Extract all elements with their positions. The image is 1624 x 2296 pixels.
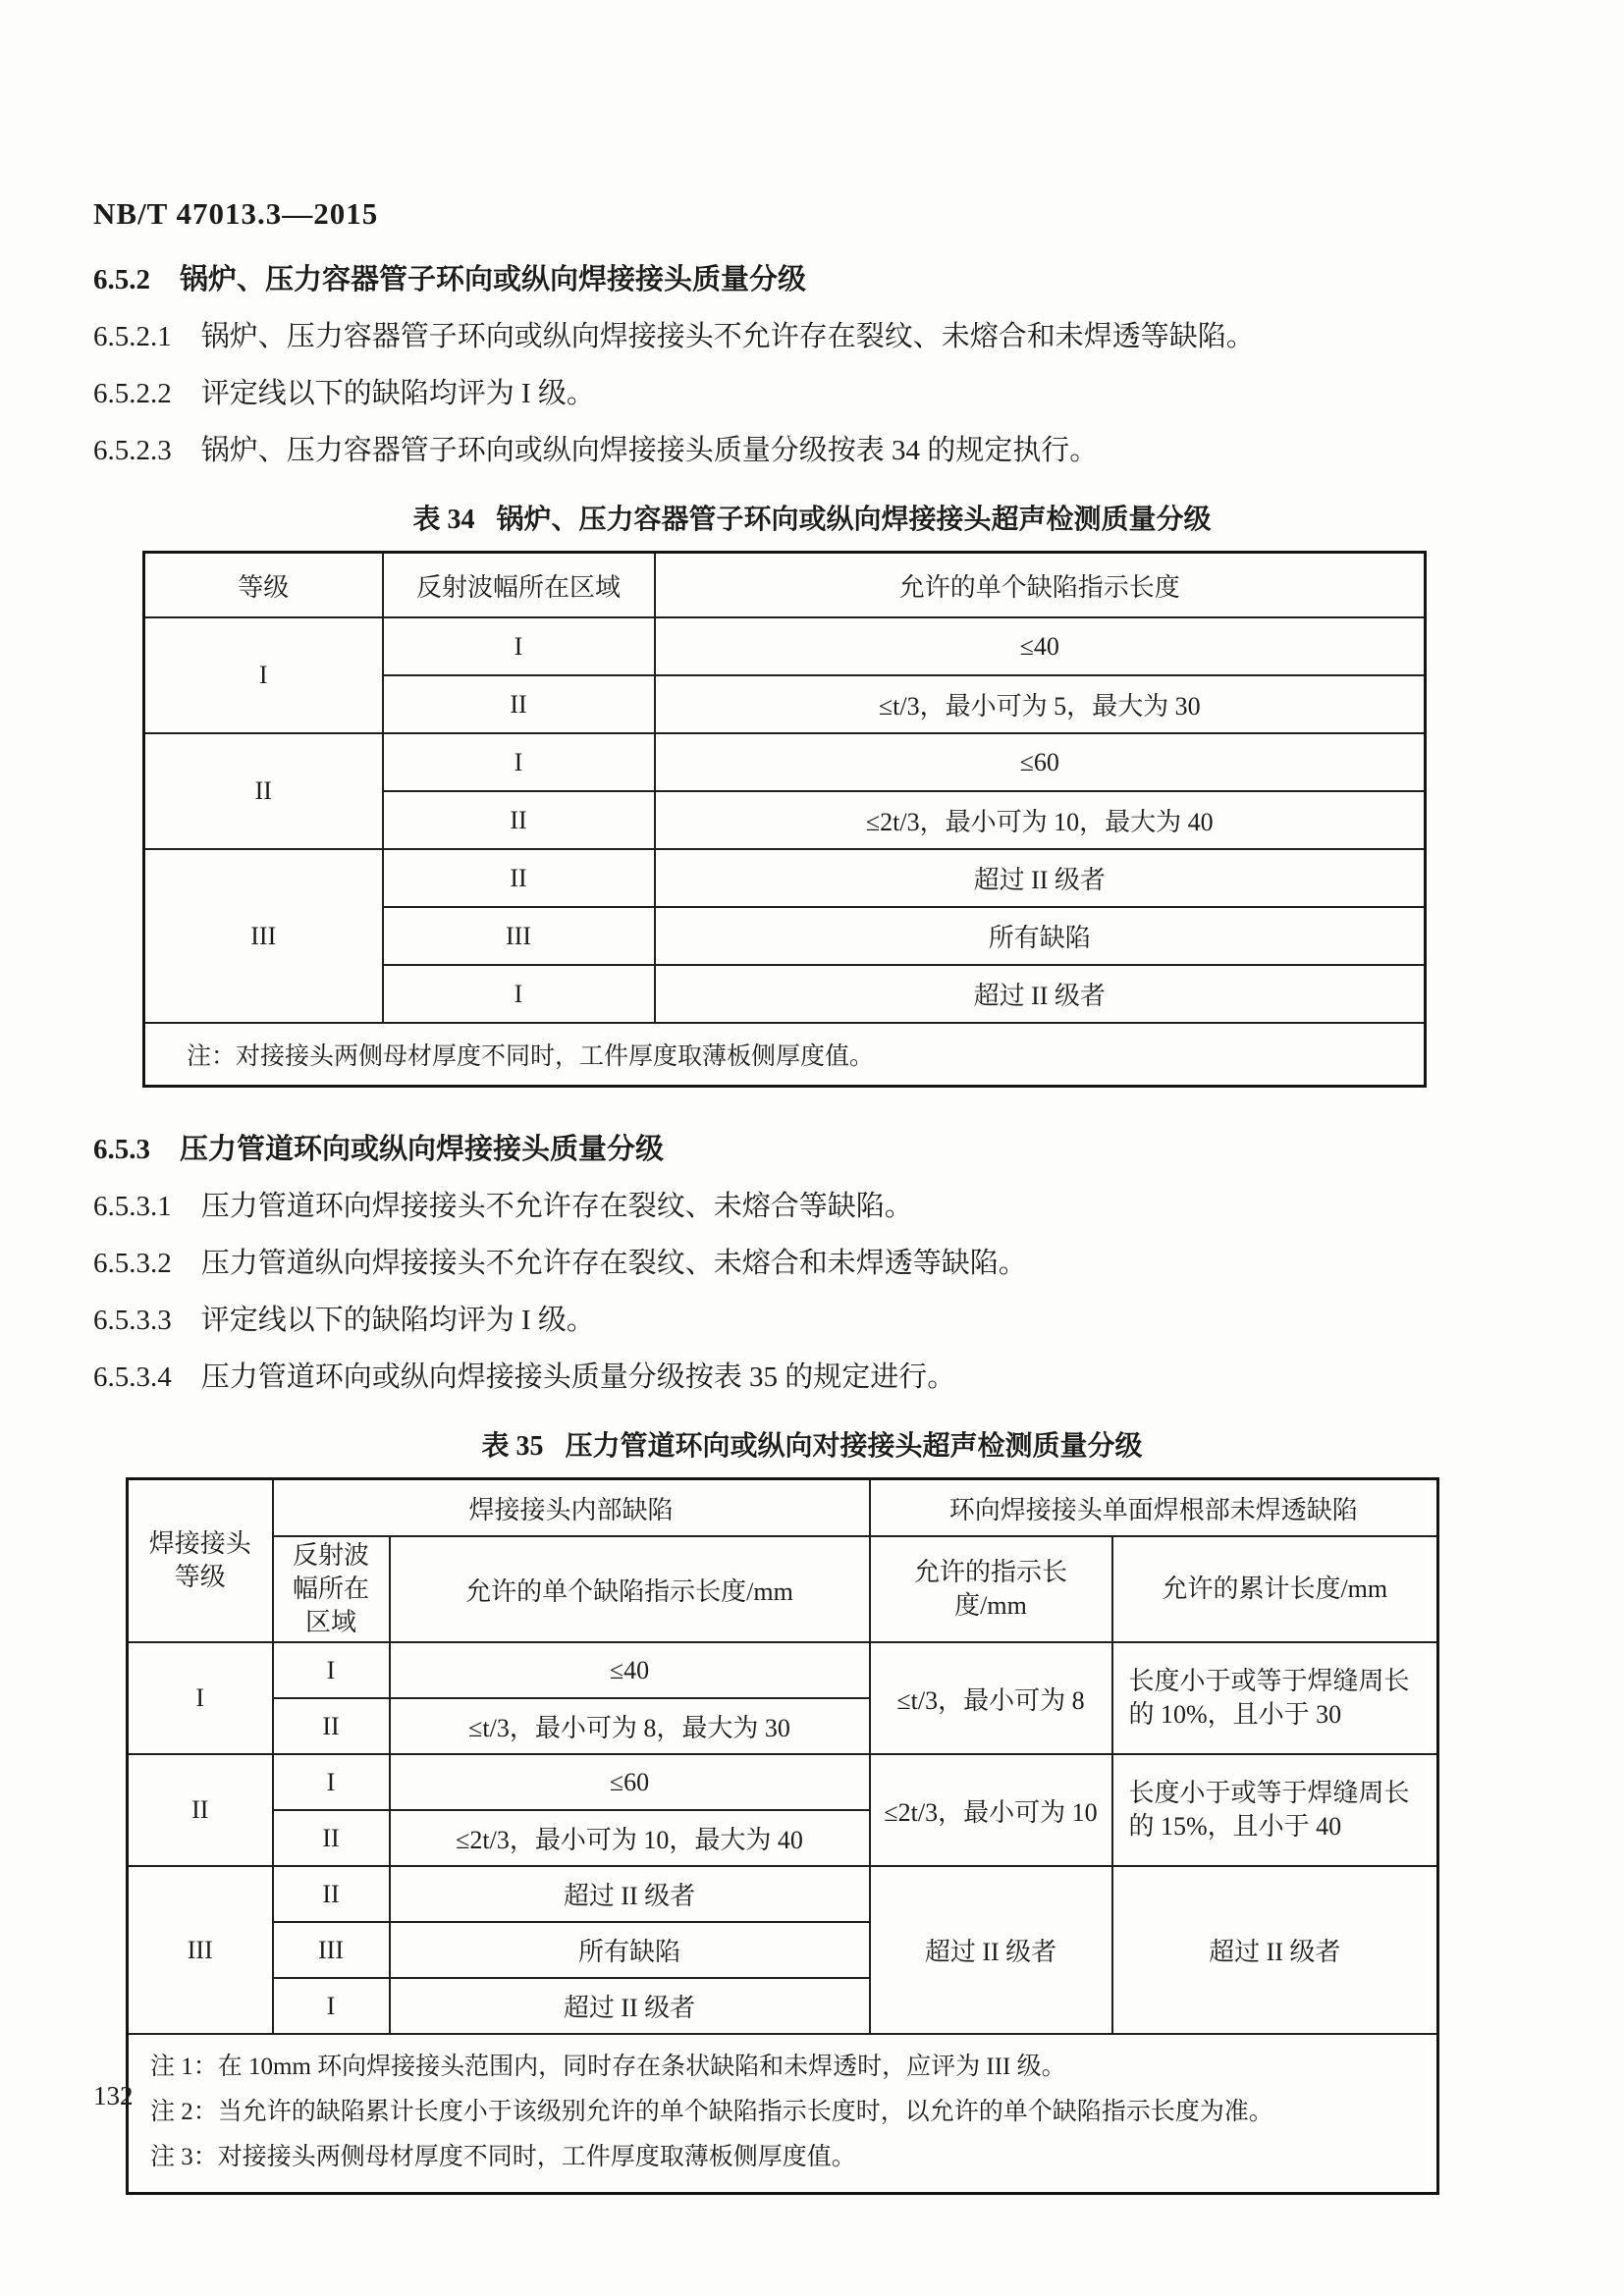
zone-cell: II bbox=[383, 849, 655, 907]
table-34-caption-title: 锅炉、压力容器管子环向或纵向焊接接头超声检测质量分级 bbox=[496, 505, 1212, 535]
indicated-length-cell: ≤t/3，最小可为 8 bbox=[870, 1642, 1112, 1754]
length-cell: ≤60 bbox=[655, 733, 1426, 791]
clause-6-5-3-2 bbox=[93, 1241, 1531, 1281]
column-header-single-length: 允许的单个缺陷指示长度/mm bbox=[390, 1536, 870, 1642]
grade-cell: III bbox=[128, 1866, 273, 2034]
cumulative-length-cell: 长度小于或等于焊缝周长的 10%，且小于 30 bbox=[1112, 1642, 1438, 1754]
clause-number: 6.5.3.2 bbox=[93, 1248, 172, 1279]
clause-number: 6.5.2.2 bbox=[93, 378, 172, 409]
table-row bbox=[128, 1642, 1438, 1698]
clause-6-5-2-3 bbox=[93, 428, 1531, 468]
grade-cell: II bbox=[128, 1754, 273, 1866]
zone-cell: II bbox=[383, 791, 655, 849]
clause-6-5-3-4 bbox=[93, 1355, 1531, 1395]
page-number: 132 bbox=[93, 2081, 134, 2110]
column-group-root-incomplete-penetration: 环向焊接接头单面焊根部未焊透缺陷 bbox=[870, 1479, 1438, 1537]
clause-number: 6.5.2 bbox=[93, 264, 150, 295]
table-notes-row bbox=[128, 2034, 1438, 2194]
table-row bbox=[144, 617, 1426, 675]
clause-text: 评定线以下的缺陷均评为 I 级。 bbox=[200, 1305, 595, 1336]
column-header-indicated-length: 允许的指示长度/mm bbox=[870, 1536, 1112, 1642]
zone-cell: I bbox=[383, 733, 655, 791]
table-34-header-row bbox=[144, 553, 1426, 618]
zone-cell: I bbox=[383, 965, 655, 1023]
length-cell: 超过 II 级者 bbox=[390, 1978, 870, 2034]
column-header-zone: 反射波幅所在区域 bbox=[383, 553, 655, 618]
table-35 bbox=[126, 1477, 1439, 2195]
column-header-length: 允许的单个缺陷指示长度 bbox=[655, 553, 1426, 618]
indicated-length-cell: ≤2t/3，最小可为 10 bbox=[870, 1754, 1112, 1866]
clause-6-5-2-2 bbox=[93, 371, 1531, 411]
clause-6-5-2-1 bbox=[93, 314, 1531, 354]
clause-number: 6.5.3.4 bbox=[93, 1362, 172, 1393]
clause-6-5-3-3 bbox=[93, 1298, 1531, 1338]
table-35-note-1: 注 1：在 10mm 环向焊接接头范围内，同时存在条状缺陷和未焊透时，应评为 III 级。 bbox=[150, 2054, 1066, 2080]
table-35-note-3: 注 3：对接接头两侧母材厚度不同时，工件厚度取薄板侧厚度值。 bbox=[150, 2144, 856, 2170]
column-header-joint-grade: 焊接接头等级 bbox=[128, 1479, 273, 1643]
grade-cell: I bbox=[144, 617, 383, 733]
length-cell: ≤t/3，最小可为 5，最大为 30 bbox=[655, 675, 1426, 733]
zone-cell: II bbox=[383, 675, 655, 733]
table-35-header-row-1 bbox=[128, 1479, 1438, 1537]
table-35-note-2: 注 2：当允许的缺陷累计长度小于该级别允许的单个缺陷指示长度时，以允许的单个缺陷指示长度为准。 bbox=[150, 2099, 1273, 2125]
zone-cell: I bbox=[273, 1754, 390, 1810]
table-row bbox=[144, 733, 1426, 791]
clause-number: 6.5.2.3 bbox=[93, 435, 172, 466]
length-cell: ≤2t/3，最小可为 10，最大为 40 bbox=[655, 791, 1426, 849]
length-cell: ≤2t/3，最小可为 10，最大为 40 bbox=[390, 1810, 870, 1866]
cumulative-length-cell: 长度小于或等于焊缝周长的 15%，且小于 40 bbox=[1112, 1754, 1438, 1866]
clause-number: 6.5.2.1 bbox=[93, 321, 172, 352]
clause-number: 6.5.3.3 bbox=[93, 1305, 172, 1336]
standard-number: NB/T 47013.3—2015 bbox=[93, 196, 379, 231]
clause-text: 锅炉、压力容器管子环向或纵向焊接接头不允许存在裂纹、未熔合和未焊透等缺陷。 bbox=[200, 321, 1255, 352]
length-cell: 所有缺陷 bbox=[655, 907, 1426, 965]
zone-cell: I bbox=[273, 1642, 390, 1698]
length-cell: 超过 II 级者 bbox=[655, 965, 1426, 1023]
zone-cell: III bbox=[383, 907, 655, 965]
clause-6-5-3 bbox=[93, 1127, 1531, 1167]
column-header-grade: 等级 bbox=[144, 553, 383, 618]
table-34-caption bbox=[93, 498, 1531, 537]
clause-6-5-2 bbox=[93, 257, 1531, 297]
clause-6-5-3-1 bbox=[93, 1184, 1531, 1224]
clause-text: 压力管道环向焊接接头不允许存在裂纹、未熔合等缺陷。 bbox=[200, 1191, 913, 1222]
zone-cell: I bbox=[383, 617, 655, 675]
zone-cell: II bbox=[273, 1698, 390, 1754]
column-header-cumulative-length: 允许的累计长度/mm bbox=[1112, 1536, 1438, 1642]
column-header-zone: 反射波幅所在区域 bbox=[273, 1536, 390, 1642]
clause-number: 6.5.3 bbox=[93, 1134, 150, 1165]
clause-text: 评定线以下的缺陷均评为 I 级。 bbox=[200, 378, 595, 409]
table-35-notes bbox=[128, 2034, 1438, 2194]
grade-cell: III bbox=[144, 849, 383, 1023]
column-group-internal-defects: 焊接接头内部缺陷 bbox=[273, 1479, 870, 1537]
length-cell: ≤60 bbox=[390, 1754, 870, 1810]
zone-cell: I bbox=[273, 1978, 390, 2034]
table-note-row bbox=[144, 1023, 1426, 1087]
clause-text: 压力管道环向或纵向焊接接头质量分级按表 35 的规定进行。 bbox=[200, 1362, 956, 1393]
clause-text: 压力管道纵向焊接接头不允许存在裂纹、未熔合和未焊透等缺陷。 bbox=[200, 1248, 1027, 1279]
grade-cell: II bbox=[144, 733, 383, 849]
zone-cell: II bbox=[273, 1866, 390, 1922]
table-34 bbox=[142, 551, 1427, 1088]
clause-number: 6.5.3.1 bbox=[93, 1191, 172, 1222]
table-35-caption-title: 压力管道环向或纵向对接接头超声检测质量分级 bbox=[565, 1431, 1143, 1462]
table-row bbox=[144, 849, 1426, 907]
indicated-length-cell: 超过 II 级者 bbox=[870, 1866, 1112, 2034]
length-cell: ≤t/3，最小可为 8，最大为 30 bbox=[390, 1698, 870, 1754]
table-row bbox=[128, 1866, 1438, 1922]
clause-text: 锅炉、压力容器管子环向或纵向焊接接头质量分级 bbox=[180, 264, 807, 295]
table-35-caption-label: 表 35 bbox=[481, 1431, 544, 1462]
cumulative-length-cell: 超过 II 级者 bbox=[1112, 1866, 1438, 2034]
table-34-caption-label: 表 34 bbox=[412, 505, 475, 535]
grade-cell: I bbox=[128, 1642, 273, 1754]
table-35-header-row-2 bbox=[128, 1536, 1438, 1642]
length-cell: ≤40 bbox=[655, 617, 1426, 675]
zone-cell: III bbox=[273, 1922, 390, 1978]
table-35-caption bbox=[93, 1424, 1531, 1464]
table-34-note: 注：对接接头两侧母材厚度不同时，工件厚度取薄板侧厚度值。 bbox=[144, 1023, 1426, 1087]
clause-text: 锅炉、压力容器管子环向或纵向焊接接头质量分级按表 34 的规定执行。 bbox=[200, 435, 1099, 466]
clause-text: 压力管道环向或纵向焊接接头质量分级 bbox=[180, 1134, 665, 1165]
length-cell: ≤40 bbox=[390, 1642, 870, 1698]
zone-cell: II bbox=[273, 1810, 390, 1866]
length-cell: 所有缺陷 bbox=[390, 1922, 870, 1978]
table-row bbox=[128, 1754, 1438, 1810]
length-cell: 超过 II 级者 bbox=[655, 849, 1426, 907]
length-cell: 超过 II 级者 bbox=[390, 1866, 870, 1922]
